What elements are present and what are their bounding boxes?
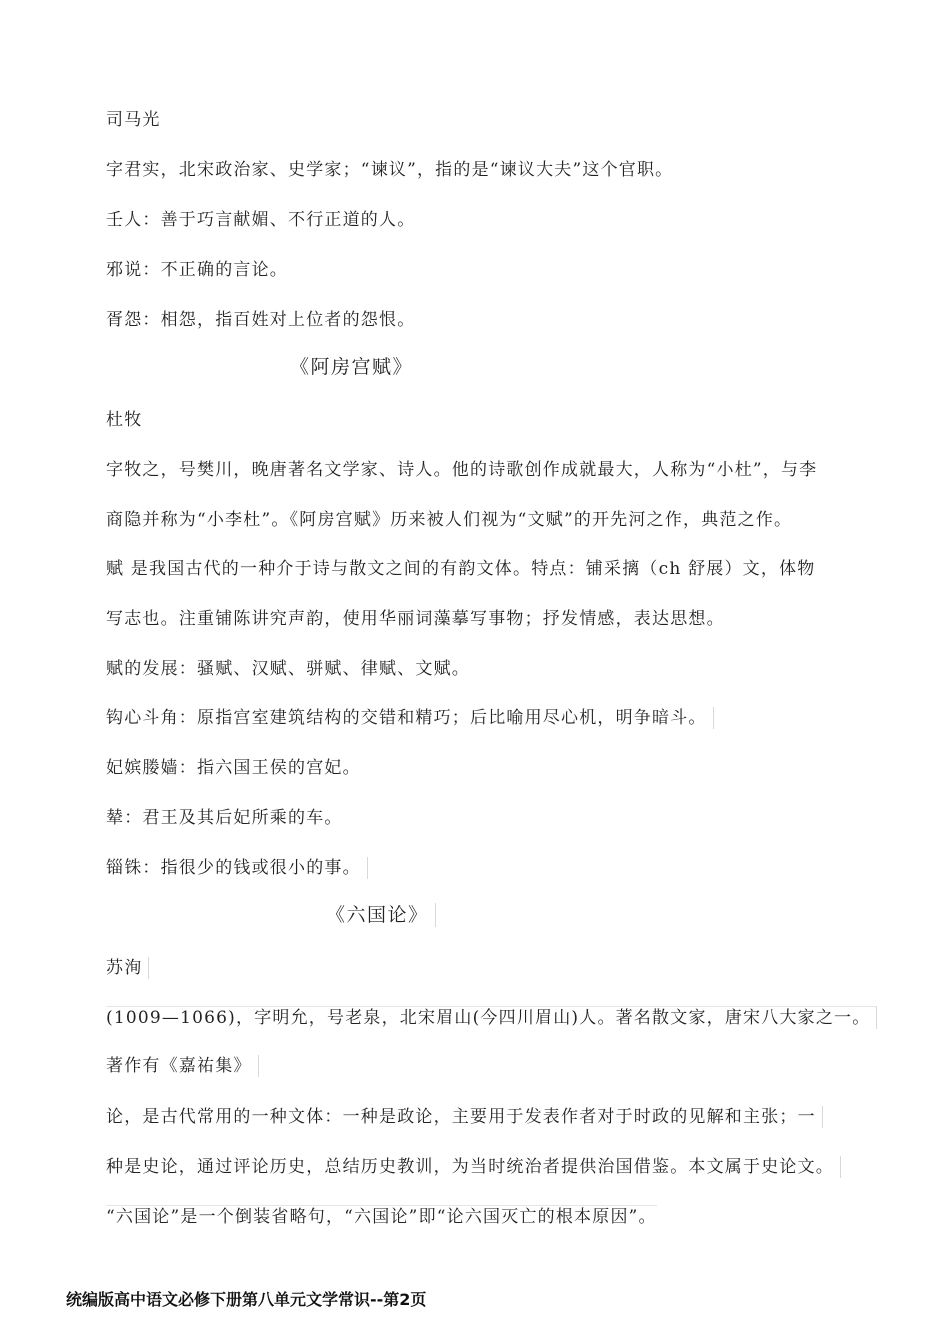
- author-intro-suxun: (1009—1066)，字明允，号老泉，北宋眉山(今四川眉山)人。著名散文家，唐宋八大家之一。: [106, 1006, 877, 1029]
- author-intro-simaguang: 字君实，北宋政治家、史学家；“谏议”，指的是“谏议大夫”这个官职。: [106, 160, 674, 180]
- author-intro-dumu-line2: 商隐并称为“小李杜”。《阿房宫赋》历来被人们视为“文赋”的开先河之作，典范之作。: [106, 510, 793, 530]
- genre-lun-line2: 种是史论，通过评论历史，总结历史教训，为当时统治者提供治国借鉴。本文属于史论文。: [106, 1156, 841, 1178]
- genre-lun-line1: 论，是古代常用的一种文体：一种是政论，主要用于发表作者对于时政的见解和主张；一: [106, 1106, 823, 1128]
- term-xuyuan: 胥怨：相怨，指百姓对上位者的怨恨。: [106, 310, 416, 330]
- page-footer: 统编版高中语文必修下册第八单元文学常识--第2页: [66, 1290, 427, 1309]
- genre-fu-line2: 写志也。注重铺陈讲究声韵，使用华丽词藻摹写事物；抒发情感，表达思想。: [106, 609, 725, 629]
- title-explanation-liuguolun: “六国论”是一个倒装省略句，“六国论”即“论六国灭亡的根本原因”。: [106, 1207, 657, 1227]
- term-nian: 辇：君王及其后妃所乘的车。: [106, 808, 343, 828]
- term-xieshuo: 邪说：不正确的言论。: [106, 260, 288, 280]
- author-name-suxun: 苏洵: [106, 957, 149, 979]
- section-title-afanggongfu: 《阿房宫赋》: [290, 356, 414, 378]
- term-renren: 壬人：善于巧言献媚、不行正道的人。: [106, 210, 416, 230]
- section-title-liuguolun: 《六国论》: [326, 903, 436, 927]
- author-name-dumu: 杜牧: [106, 410, 143, 430]
- term-gouxindoujiao: 钩心斗角：原指宫室建筑结构的交错和精巧；后比喻用尽心机，明争暗斗。: [106, 707, 714, 729]
- term-feipinyingqiang: 妃嫔媵嫱：指六国王侯的宫妃。: [106, 758, 361, 778]
- author-name-simaguang: 司马光: [106, 110, 161, 130]
- term-zizhu: 锱铢：指很少的钱或很小的事。: [106, 857, 368, 879]
- author-works-suxun: 著作有《嘉祐集》: [106, 1055, 259, 1077]
- genre-fu-line1: 赋 是我国古代的一种介于诗与散文之间的有韵文体。特点：铺采摛（ch 舒展）文，体物: [106, 559, 816, 579]
- genre-fu-development: 赋的发展：骚赋、汉赋、骈赋、律赋、文赋。: [106, 659, 470, 679]
- author-intro-dumu-line1: 字牧之，号樊川，晚唐著名文学家、诗人。他的诗歌创作成就最大，人称为“小杜”，与李: [106, 460, 818, 480]
